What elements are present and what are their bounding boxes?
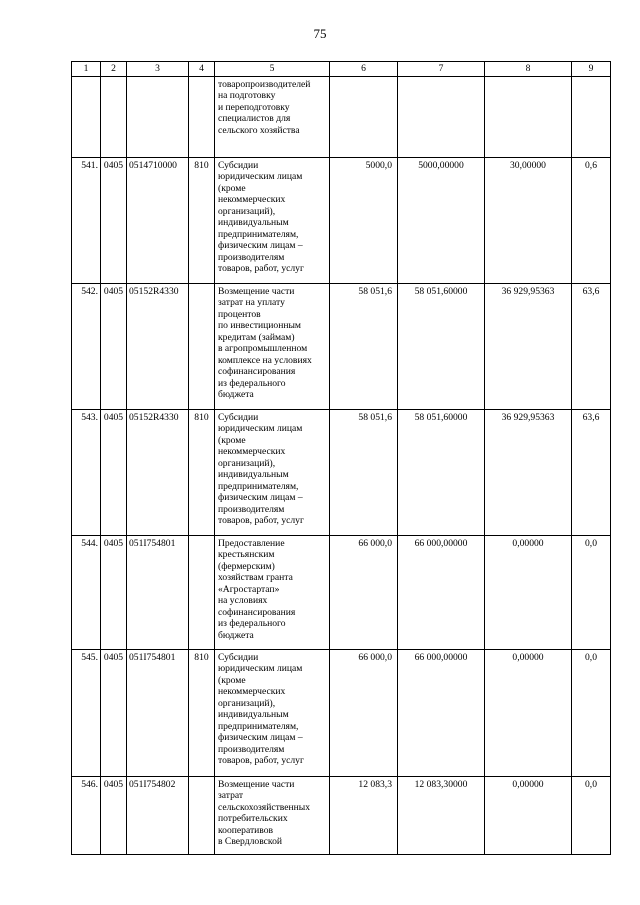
row-number	[72, 76, 101, 157]
table-row	[72, 157, 611, 283]
value-col7: 66 000,00000	[398, 535, 485, 649]
target-code: 05152R4330	[127, 283, 189, 409]
value-col7: 58 051,60000	[398, 409, 485, 535]
column-header: 8	[485, 62, 572, 77]
value-col9: 0,0	[572, 535, 611, 649]
value-col8: 30,00000	[485, 157, 572, 283]
value-col9: 63,6	[572, 283, 611, 409]
section-code	[101, 76, 127, 157]
value-col7: 5000,00000	[398, 157, 485, 283]
section-code: 0405	[101, 535, 127, 649]
column-header: 1	[72, 62, 101, 77]
section-code: 0405	[101, 776, 127, 854]
item-description: Предоставление крестьянским (фермерским) хозяйствам гранта «Агростартап» на условиях софинансирования из федерального бюджета	[215, 535, 330, 649]
expense-type: 810	[189, 409, 215, 535]
item-description: Субсидии юридическим лицам (кроме некоммерческих организаций), индивидуальным предпринимателям, физическим лицам – производителям товаров, работ, услуг	[215, 649, 330, 776]
value-col9: 63,6	[572, 409, 611, 535]
value-col7: 58 051,60000	[398, 283, 485, 409]
value-col7: 12 083,30000	[398, 776, 485, 854]
value-col9: 0,0	[572, 649, 611, 776]
column-header: 3	[127, 62, 189, 77]
target-code: 051I754801	[127, 649, 189, 776]
page-number: 75	[313, 26, 327, 41]
target-code: 05152R4330	[127, 409, 189, 535]
value-col6: 5000,0	[330, 157, 398, 283]
column-header: 5	[215, 62, 330, 77]
expense-type: 810	[189, 649, 215, 776]
row-number: 542.	[72, 283, 101, 409]
value-col8: 0,00000	[485, 776, 572, 854]
item-description: Возмещение части затрат сельскохозяйственных потребительских кооперативов в Свердловской	[215, 776, 330, 854]
value-col6	[330, 76, 398, 157]
value-col7	[398, 76, 485, 157]
section-code: 0405	[101, 649, 127, 776]
value-col7: 66 000,00000	[398, 649, 485, 776]
column-header: 6	[330, 62, 398, 77]
table-row	[72, 776, 611, 854]
row-number: 541.	[72, 157, 101, 283]
section-code: 0405	[101, 283, 127, 409]
value-col6: 58 051,6	[330, 409, 398, 535]
value-col6: 12 083,3	[330, 776, 398, 854]
expense-type	[189, 76, 215, 157]
row-number: 543.	[72, 409, 101, 535]
item-description: Субсидии юридическим лицам (кроме некоммерческих организаций), индивидуальным предпринимателям, физическим лицам – производителям товаров, работ, услуг	[215, 157, 330, 283]
value-col8: 0,00000	[485, 649, 572, 776]
table-row	[72, 76, 611, 157]
value-col9: 0,6	[572, 157, 611, 283]
target-code: 051I754801	[127, 535, 189, 649]
column-header: 9	[572, 62, 611, 77]
value-col8: 36 929,95363	[485, 283, 572, 409]
item-description: Возмещение части затрат на уплату процентов по инвестиционным кредитам (займам) в агропромышленном комплексе на условиях софинансирования из федерального бюджета	[215, 283, 330, 409]
table-header-row	[72, 62, 611, 77]
expense-type	[189, 535, 215, 649]
target-code	[127, 76, 189, 157]
value-col6: 66 000,0	[330, 535, 398, 649]
section-code: 0405	[101, 157, 127, 283]
item-description: товаропроизводителей на подготовку и переподготовку специалистов для сельского хозяйства	[215, 76, 330, 157]
value-col9	[572, 76, 611, 157]
target-code: 0514710000	[127, 157, 189, 283]
table-row	[72, 409, 611, 535]
value-col6: 66 000,0	[330, 649, 398, 776]
column-header: 7	[398, 62, 485, 77]
value-col9: 0,0	[572, 776, 611, 854]
row-number: 546.	[72, 776, 101, 854]
row-number: 545.	[72, 649, 101, 776]
table-row	[72, 283, 611, 409]
budget-table	[71, 61, 611, 855]
table-row	[72, 649, 611, 776]
column-header: 4	[189, 62, 215, 77]
value-col6: 58 051,6	[330, 283, 398, 409]
expense-type	[189, 283, 215, 409]
column-header: 2	[101, 62, 127, 77]
row-number: 544.	[72, 535, 101, 649]
item-description: Субсидии юридическим лицам (кроме некоммерческих организаций), индивидуальным предпринимателям, физическим лицам – производителям товаров, работ, услуг	[215, 409, 330, 535]
value-col8: 36 929,95363	[485, 409, 572, 535]
expense-type: 810	[189, 157, 215, 283]
value-col8	[485, 76, 572, 157]
table-row	[72, 535, 611, 649]
section-code: 0405	[101, 409, 127, 535]
expense-type	[189, 776, 215, 854]
value-col8: 0,00000	[485, 535, 572, 649]
target-code: 051I754802	[127, 776, 189, 854]
